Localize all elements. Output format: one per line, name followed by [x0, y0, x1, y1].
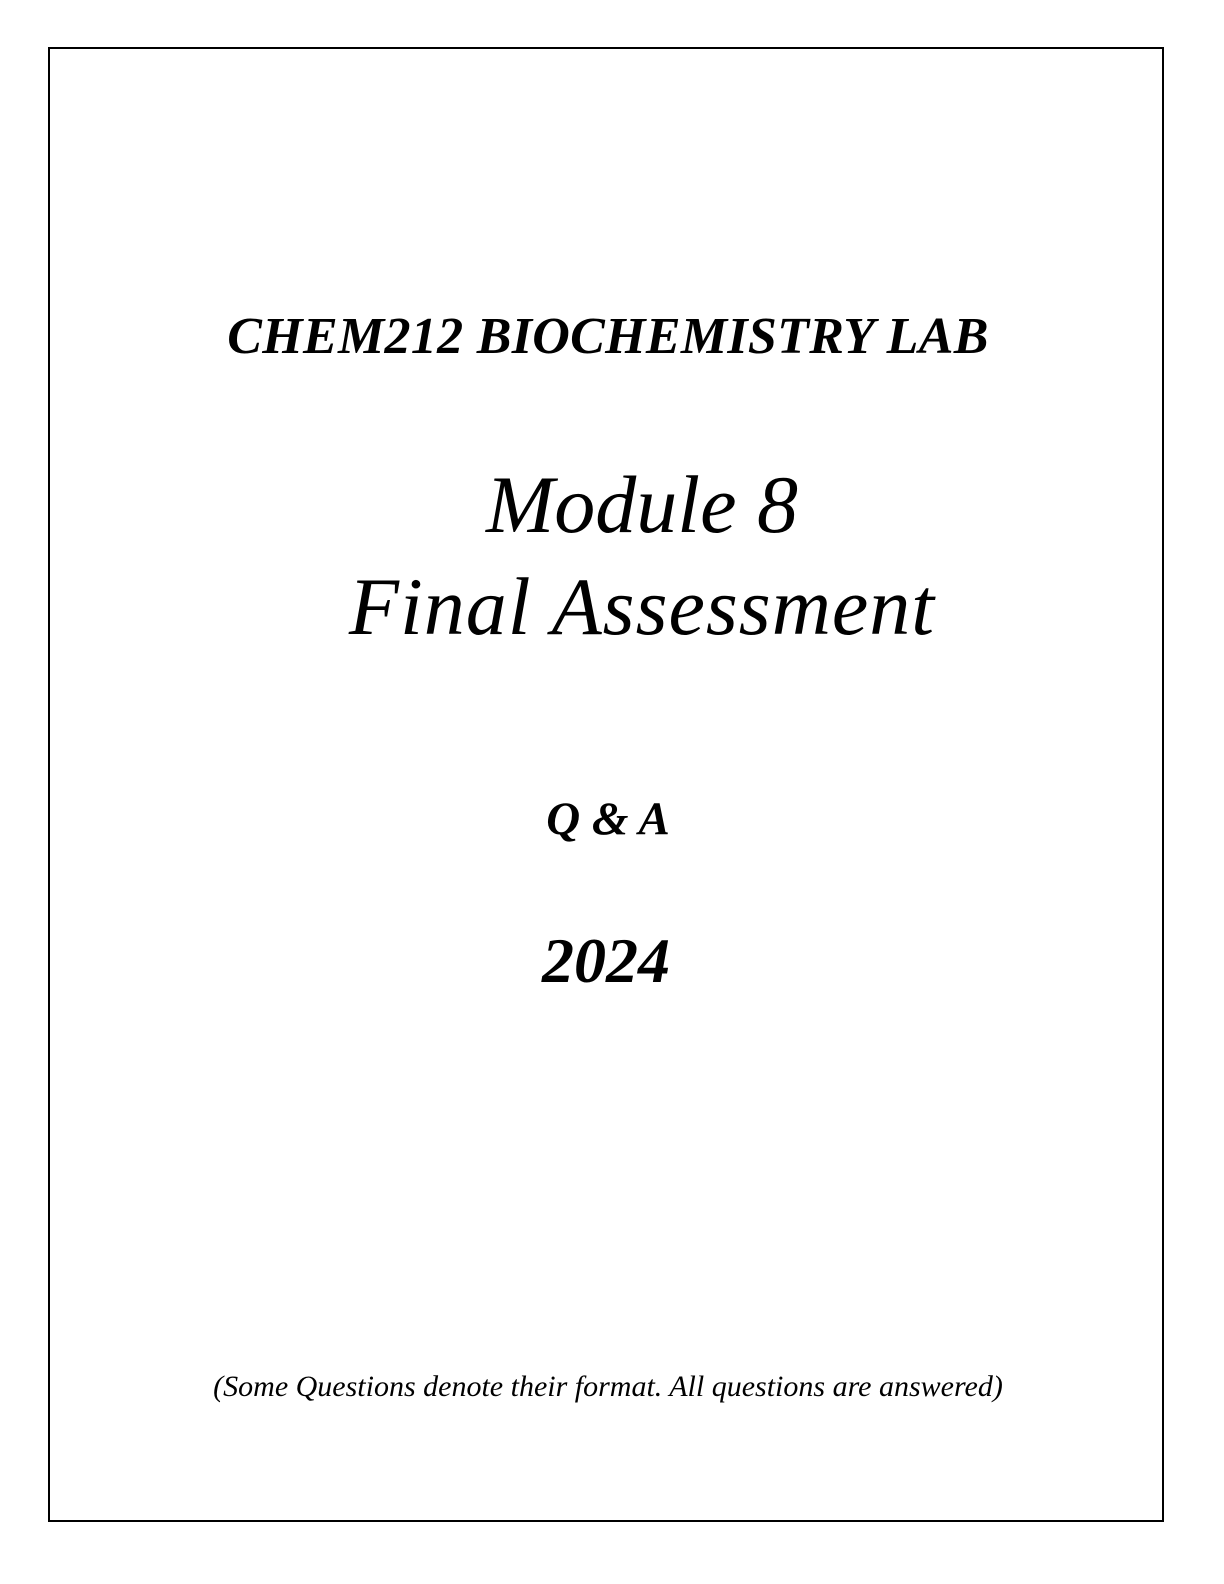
module-title: Module 8 [486, 459, 798, 550]
year-label: 2024 [542, 925, 670, 996]
footnote: (Some Questions denote their format. All questions are answered) [213, 1370, 1003, 1403]
qa-label: Q & A [546, 793, 670, 845]
course-title: CHEM212 BIOCHEMISTRY LAB [227, 308, 989, 365]
page-border [48, 47, 1164, 1522]
assessment-title: Final Assessment [348, 561, 936, 652]
